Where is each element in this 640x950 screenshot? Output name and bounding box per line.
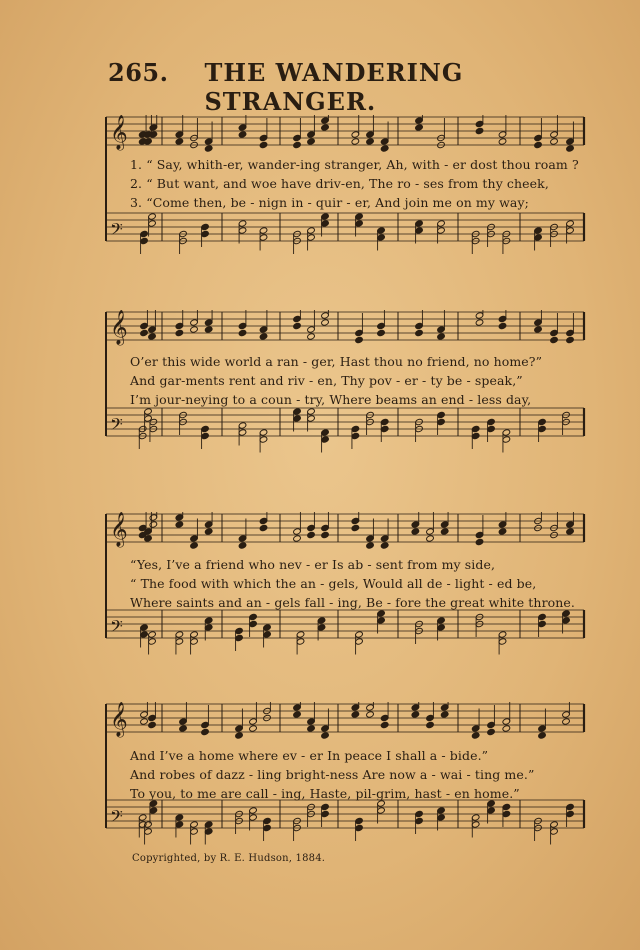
- bass-clef-icon: 𝄢: [110, 219, 123, 243]
- lyric-line: 2. “ But want, and woe have driv-en, The ro - ses from thy cheek,: [130, 176, 549, 191]
- note-head: [487, 728, 496, 735]
- note-head: [175, 329, 184, 336]
- music-system-2: [100, 300, 590, 470]
- note-head: [440, 528, 449, 535]
- note-head: [475, 127, 484, 134]
- note-head: [175, 138, 184, 145]
- music-system-3: [100, 502, 590, 672]
- hymn-title: THE WANDERING STRANGER.: [204, 58, 464, 116]
- note-head: [351, 711, 360, 718]
- note-head: [440, 711, 449, 718]
- note-head: [566, 528, 575, 535]
- note-head: [566, 336, 575, 343]
- note-head: [149, 521, 158, 528]
- note-head: [366, 138, 375, 145]
- treble-clef-icon: 𝄞: [110, 115, 128, 150]
- bass-staff: [106, 610, 584, 655]
- bass-staff: [106, 800, 584, 845]
- lyric-line: 3. “Come then, be - nign in - quir - er, And join me on my way;: [130, 195, 529, 210]
- note-head: [498, 138, 507, 145]
- note-head: [293, 711, 302, 718]
- note-head: [321, 531, 330, 538]
- note-head: [366, 711, 375, 718]
- note-head: [259, 141, 268, 148]
- note-head: [148, 333, 157, 340]
- treble-staff: [106, 512, 584, 549]
- note-head: [293, 141, 302, 148]
- note-head: [204, 528, 213, 535]
- lyric-line: 1. “ Say, whith-er, wander-ing stranger, Ah, with - er dost thou roam ?: [130, 157, 579, 172]
- lyric-line: And robes of dazz - ling bright-ness Are now a - wai - ting me.”: [130, 767, 535, 782]
- bass-staff: [106, 213, 584, 254]
- bass-staff: [106, 408, 584, 453]
- note-head: [475, 538, 484, 545]
- lyric-line: “ The food with which the an - gels, Would all de - light - ed be,: [130, 576, 537, 591]
- note-head: [415, 329, 424, 336]
- bass-clef-icon: 𝄢: [110, 616, 123, 640]
- note-head: [307, 333, 316, 340]
- note-head: [259, 333, 268, 340]
- note-head: [534, 141, 543, 148]
- note-head: [471, 732, 480, 739]
- note-head: [238, 542, 247, 549]
- treble-clef-icon: 𝄞: [110, 702, 128, 737]
- note-head: [351, 524, 360, 531]
- note-head: [415, 124, 424, 131]
- note-head: [437, 333, 446, 340]
- lyric-line: O’er this wide world a ran - ger, Hast thou no friend, no home?”: [130, 354, 543, 369]
- note-head: [175, 521, 184, 528]
- note-head: [259, 524, 268, 531]
- note-head: [562, 718, 571, 725]
- lyric-line: And I’ve a home where ev - er In peace I shall a - bide.”: [130, 748, 489, 763]
- note-head: [498, 528, 507, 535]
- note-head: [293, 535, 302, 542]
- treble-staff: [106, 115, 584, 152]
- note-head: [366, 542, 375, 549]
- lyric-line: Where saints and an - gels fall - ing, Be - fore the great white throne.: [130, 595, 576, 610]
- note-head: [249, 725, 258, 732]
- note-head: [380, 721, 389, 728]
- note-head: [235, 732, 244, 739]
- note-head: [534, 326, 543, 333]
- note-head: [426, 721, 435, 728]
- lyric-line: To you, to me are call - ing, Haste, pil-grim, hast - en home.”: [130, 786, 520, 801]
- note-head: [179, 725, 188, 732]
- lyric-line: “Yes, I’ve a friend who nev - er Is ab - sent from my side,: [130, 557, 496, 572]
- treble-staff: [106, 310, 584, 346]
- note-head: [355, 336, 364, 343]
- music-system-1: [100, 105, 590, 275]
- note-head: [238, 131, 247, 138]
- note-head: [380, 542, 389, 549]
- note-head: [498, 322, 507, 329]
- note-head: [351, 138, 360, 145]
- note-head: [321, 732, 330, 739]
- treble-clef-icon: 𝄞: [110, 310, 128, 345]
- note-head: [307, 725, 316, 732]
- note-head: [307, 138, 316, 145]
- lyric-line: I’m jour-neying to a coun - try, Where beams an end - less day,: [130, 392, 532, 407]
- note-head: [321, 124, 330, 131]
- note-head: [377, 329, 386, 336]
- note-head: [321, 319, 330, 326]
- note-head: [475, 319, 484, 326]
- treble-clef-icon: 𝄞: [110, 512, 128, 547]
- note-head: [238, 329, 247, 336]
- note-head: [201, 728, 210, 735]
- note-head: [293, 322, 302, 329]
- hymn-header: [108, 58, 608, 116]
- note-head: [426, 535, 435, 542]
- note-head: [380, 145, 389, 152]
- bass-clef-icon: 𝄢: [110, 414, 123, 438]
- note-head: [550, 138, 559, 145]
- copyright-notice: Copyrighted, by R. E. Hudson, 1884.: [132, 853, 326, 864]
- treble-staff: [106, 702, 584, 739]
- note-head: [190, 326, 199, 333]
- note-head: [140, 718, 149, 725]
- note-head: [411, 711, 420, 718]
- note-head: [190, 542, 199, 549]
- bass-clef-icon: 𝄢: [110, 806, 123, 830]
- music-system-4: [100, 692, 590, 862]
- note-head: [204, 326, 213, 333]
- note-head: [538, 732, 547, 739]
- note-head: [204, 145, 213, 152]
- note-head: [566, 145, 575, 152]
- note-head: [411, 528, 420, 535]
- note-head: [550, 336, 559, 343]
- lyric-line: And gar-ments rent and riv - en, Thy pov - er - ty be - speak,”: [130, 373, 523, 388]
- note-head: [502, 725, 511, 732]
- note-head: [307, 531, 316, 538]
- hymn-number: 265.: [108, 58, 169, 87]
- note-head: [140, 329, 149, 336]
- note-head: [148, 721, 157, 728]
